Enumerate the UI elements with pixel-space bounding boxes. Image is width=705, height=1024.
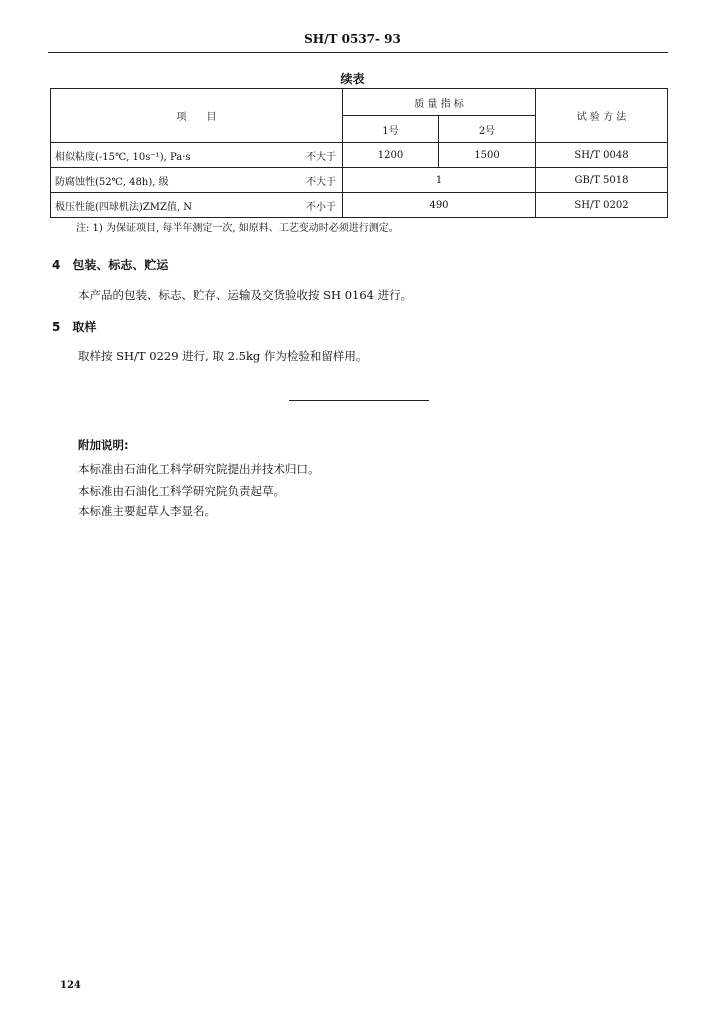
standard-code-header: SH/T 0537- 93 [304, 32, 401, 46]
row-combined-value: 1 [343, 168, 536, 193]
table-header-row [51, 89, 668, 116]
table-note: 注: 1) 为保证项目, 每半年测定一次, 如原料、工艺变动时必须进行测定。 [76, 223, 399, 234]
row-limit: 不大于 [289, 143, 343, 168]
row-method: SH/T 0048 [536, 143, 668, 168]
section-4-heading: 4 包装、标志、贮运 [52, 258, 169, 272]
section-5-text: 取样按 SH/T 0229 进行, 取 2.5kg 作为检验和留样用。 [78, 349, 368, 363]
row-limit: 不大于 [289, 168, 343, 193]
row-limit: 不小于 [289, 193, 343, 218]
table-row [51, 143, 668, 168]
header-item: 项 目 [51, 89, 343, 143]
additional-note-line: 本标准由石油化工科学研究院负责起草。 [78, 484, 285, 498]
section-4-text: 本产品的包装、标志、贮存、运输及交货验收按 SH 0164 进行。 [78, 288, 413, 302]
row-combined-value: 490 [343, 193, 536, 218]
page-number: 124 [60, 980, 81, 991]
header-grade1: 1号 [343, 116, 439, 143]
row-item: 相似粘度(-15℃, 10s⁻¹), Pa·s [51, 143, 289, 168]
row-grade2-value: 1500 [439, 143, 536, 168]
row-item: 极压性能(四球机法)ZMZ值, N [51, 193, 289, 218]
table-row [51, 168, 668, 193]
header-method: 试 验 方 法 [536, 89, 668, 143]
table-row [51, 193, 668, 218]
header-rule [48, 52, 668, 53]
additional-note-line: 本标准主要起草人李显名。 [78, 504, 216, 518]
section-5-heading: 5 取样 [52, 320, 97, 334]
row-method: GB/T 5018 [536, 168, 668, 193]
spec-table [50, 88, 668, 218]
additional-note-line: 本标准由石油化工科学研究院提出并技术归口。 [78, 462, 320, 476]
row-item: 防腐蚀性(52℃, 48h), 级 [51, 168, 289, 193]
header-grade2: 2号 [439, 116, 536, 143]
end-divider [289, 400, 429, 401]
row-grade1-value: 1200 [343, 143, 439, 168]
row-method: SH/T 0202 [536, 193, 668, 218]
additional-notes-title: 附加说明: [78, 438, 129, 452]
table-caption: 续表 [340, 72, 365, 86]
header-quality: 质 量 指 标 [343, 89, 536, 116]
